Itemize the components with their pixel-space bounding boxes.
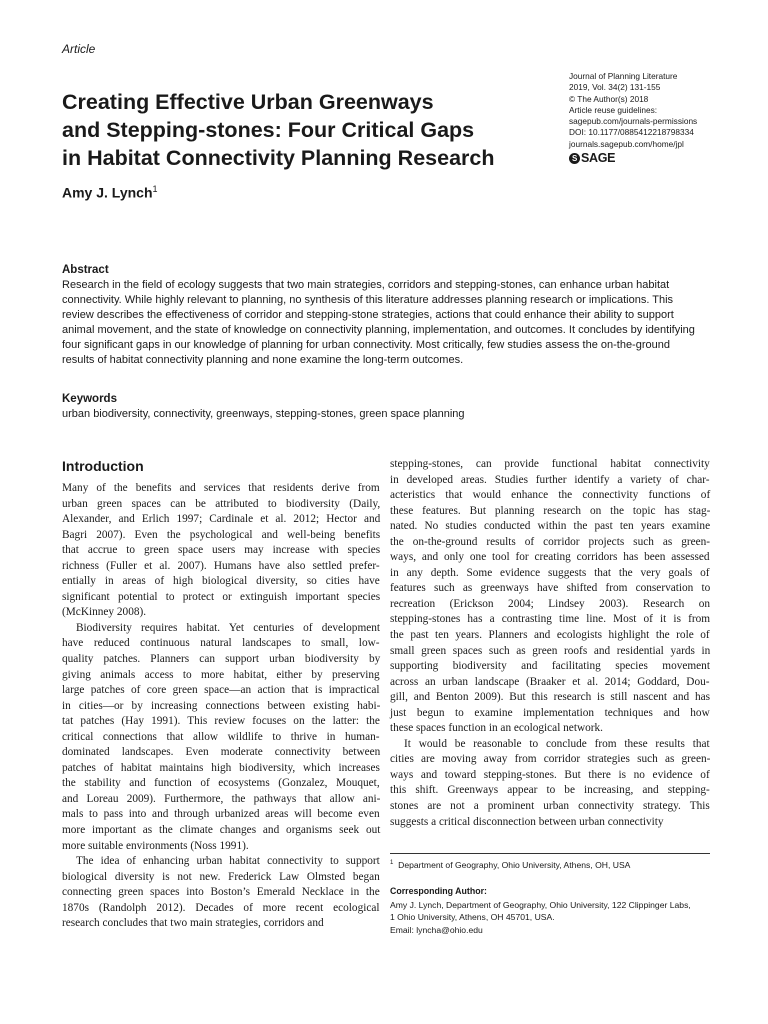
permissions-link[interactable]: sagepub.com/journals-permissions [569, 116, 698, 127]
keywords-list: urban biodiversity, connectivity, greenways, stepping-stones, green space planning [62, 408, 465, 420]
body-text-line: more important as the climate changes and organisms seek out [62, 824, 381, 837]
footnote-divider [390, 853, 710, 854]
abstract-line: connectivity. While highly relevant to planning, no synthesis of this literature addresses planning research or implications. This [62, 294, 674, 307]
body-column-right [390, 457, 710, 830]
body-text-line: The idea of enhancing urban habitat connectivity to support [76, 855, 380, 868]
body-text-line: nated. No studies conducted within the past ten years examine [390, 520, 711, 533]
abstract-heading: Abstract [62, 264, 109, 276]
body-text-line: dominated landscapes. Even moderate connectivity between [62, 746, 381, 759]
body-text-line: stepping-stones, can provide functional habitat connectivity [390, 458, 710, 470]
body-text-line: the stability and function of ecosystems (Gonzalez, Mouquet, [62, 777, 380, 790]
body-text-line: (McKinney 2008). [62, 606, 147, 619]
title-line: and Stepping-stones: Four Critical Gaps [62, 118, 475, 142]
body-text-line: cities are moving away from corridor strategies such as green- [390, 753, 711, 766]
corresponding-author-email[interactable]: Email: lyncha@ohio.edu [390, 924, 483, 935]
body-text-line: just begun to examine implementation techniques and how [390, 706, 710, 719]
body-text-line: features such as greenways have shifted from conservation to [390, 582, 711, 595]
body-text-line: large patches of core green space—an action that is impractical [62, 684, 380, 697]
body-text-line: suggests a critical disconnection between urban connectivity [390, 815, 664, 828]
body-text-line: urban green spaces can be attributed to biodiversity (Daily, [62, 497, 381, 510]
title-line: Creating Effective Urban Greenways [62, 90, 434, 114]
body-text-line: mals to pass into and through urbanized areas will become even [62, 808, 380, 821]
body-column-left [62, 481, 380, 932]
body-text-line: these features. But planning research on the topic has stag- [390, 504, 711, 517]
body-text-line: stepping-stones has a contrasting time line. Most of it is from [390, 613, 711, 626]
reuse-guidelines-label: Article reuse guidelines: [569, 104, 658, 115]
body-text-line: ways and toward stepping-stones. But there is no evidence of [390, 768, 710, 781]
abstract-line: animal movement, and the state of knowledge on connectivity planning, implementation, and outcomes. It concludes by identifying [62, 324, 695, 337]
body-text-line: the on-the-ground results of corridor projects such as green- [390, 535, 711, 548]
author-name-text: Amy J. Lynch [62, 184, 153, 201]
body-text-line: acteristics that would enhance the connectivity functions of [390, 489, 711, 502]
sage-logo-text: SAGE [581, 151, 616, 165]
body-text-line: significant potential to protect or extinguish important species [62, 590, 381, 603]
body-text-line: have reduced continuous natural landscapes to small, low- [62, 637, 380, 650]
body-text-line: supporting biodiversity and facilitating species movement [390, 660, 710, 673]
introduction-heading: Introduction [62, 458, 144, 474]
copyright-line: © The Author(s) 2018 [569, 93, 649, 104]
body-text-line: critical connections that allow wildlife to thrive in human- [62, 730, 380, 743]
article-type-label: Article [62, 42, 96, 56]
body-text-line: tat patches (Hay 1991). This review focuses on the latter: the [62, 715, 380, 728]
body-text-line: patches of habitat maintains high biodiversity, which increases [62, 761, 380, 774]
author-name [62, 184, 158, 201]
journal-metadata [569, 71, 759, 150]
body-text-line: Bagri 2007). Even the psychological and well-being benefits [62, 528, 381, 541]
body-text-line: Alexander, and Erlich 1997; Cardinale et al. 2012; Hector and [62, 513, 381, 526]
author-affiliation-mark: 1 [152, 184, 158, 194]
body-text-line: and Loreau 2009). Furthermore, the pathways that allow ani- [62, 792, 381, 805]
title-line: in Habitat Connectivity Planning Research [62, 146, 495, 170]
abstract-line: four significant gaps in our knowledge of planning for urban connectivity. Most critically, few studies assess the on-the-ground [62, 339, 670, 352]
journal-name: Journal of Planning Literature [569, 71, 678, 81]
body-text-line: Many of the benefits and services that residents derive from [62, 482, 380, 494]
journal-volume: 2019, Vol. 34(2) 131-155 [569, 82, 661, 93]
abstract-line: review describes the effectiveness of corridor and stepping-stone strategies, actions that could enhance their ability to support [62, 309, 674, 322]
abstract-body [62, 278, 710, 369]
footnote-text: Department of Geography, Ohio University, Athens, OH, USA [398, 860, 631, 870]
body-text-line: research concludes that two main strategies, corridors and [62, 917, 324, 930]
body-text-line: the past ten years. Planners and ecologists highlight the role of [390, 629, 710, 642]
body-text-line: across an urban landscape (Braaker et al. 2014; Goddard, Dou- [390, 675, 710, 688]
corresponding-author-details [390, 899, 691, 936]
body-text-line: in any depth. Some evidence suggests that the very goals of [390, 566, 710, 579]
corresponding-author-line: 1 Ohio University, Athens, OH 45701, USA. [390, 912, 555, 923]
body-text-line: that accrue to green space users may increase with species [62, 544, 381, 557]
footnote-mark: 1 [390, 860, 394, 867]
body-text-line: stones are not a prominent urban connectivity strategy. This [390, 800, 710, 813]
paper-title [62, 88, 532, 172]
body-text-line: 1870s (Randolph 2012). Decades of more recent ecological [62, 901, 380, 914]
affiliation-footnote [390, 860, 630, 870]
body-text-line: ways, and only one tool for creating corridors has been assessed [390, 551, 710, 564]
body-text-line: connecting green spaces into Boston’s Emerald Necklace in the [62, 886, 380, 899]
body-text-line: quality patches. Planners can support urban biodiversity by [62, 653, 381, 666]
body-text-line: entially in areas of high biological diversity, so cities have [62, 575, 380, 588]
body-text-line: in cities—or by increasing connections between existing habi- [62, 699, 381, 712]
body-text-line: giving animals access to more habitat, either by preserving [62, 668, 380, 681]
abstract-line: Research in the field of ecology suggests that two main strategies, corridors and stepping-stones, can enhance urban habitat [62, 279, 670, 291]
body-text-line: small green spaces such as green roofs and residential yards in [390, 644, 711, 657]
body-text-line: gill, and Benton 2009). But this research is still nascent and has [390, 691, 711, 704]
body-text-line: these spaces function in an ecological network. [390, 722, 603, 735]
body-text-line: in developed areas. Studies further identify a variety of char- [390, 473, 710, 486]
corresponding-author-heading: Corresponding Author: [390, 886, 487, 896]
body-text-line: this shift. Greenways appear to be increasing, and stepping- [390, 784, 710, 797]
journal-home-link[interactable]: journals.sagepub.com/home/jpl [569, 138, 684, 149]
doi-line[interactable]: DOI: 10.1177/0885412218798334 [569, 127, 694, 138]
sage-logo [569, 151, 615, 165]
body-text-line: It would be reasonable to conclude from these results that [404, 737, 710, 750]
corresponding-author-line: Amy J. Lynch, Department of Geography, Ohio University, 122 Clippinger Labs, [390, 900, 691, 910]
body-text-line: richness (Fuller et al. 2007). Humans have also settled prefer- [62, 559, 380, 572]
keywords-heading: Keywords [62, 393, 117, 405]
sage-s-icon: S [569, 153, 580, 164]
body-text-line: Biodiversity requires habitat. Yet centuries of development [76, 621, 381, 634]
body-text-line: more suitable environments (Noss 1991). [62, 839, 249, 852]
abstract-line: results of habitat connectivity planning and none examine the long-term outcomes. [62, 354, 464, 367]
body-text-line: recreation (Erickson 2004; Lindsey 2003). Research on [390, 597, 711, 610]
body-text-line: biological diversity is not new. Frederick Law Olmsted began [62, 870, 380, 883]
